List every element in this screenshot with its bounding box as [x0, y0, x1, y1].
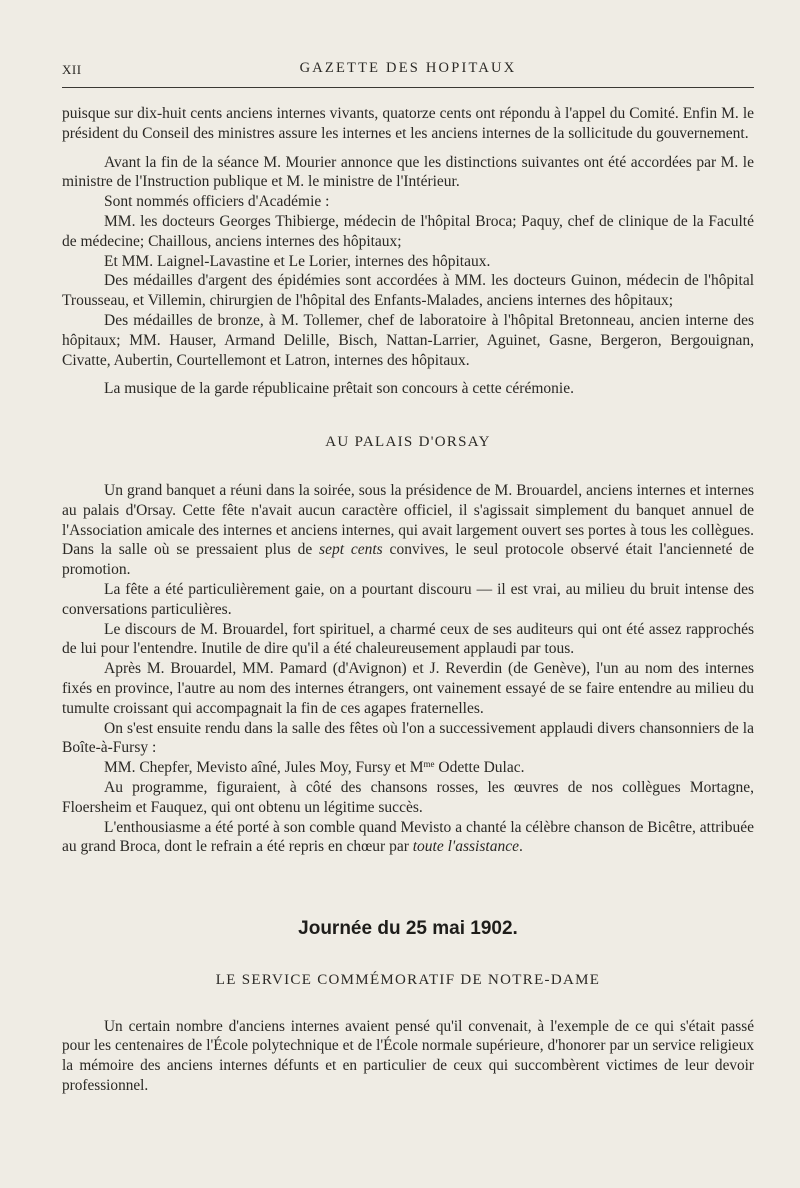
article-body: [62, 104, 754, 1096]
paragraph: Au programme, figuraient, à côté des chansons rosses, les œuvres de nos collègues Mortagne, Floersheim et Fauquez, qui ont obtenu un légitime succès.: [62, 778, 754, 816]
running-title: GAZETTE DES HOPITAUX: [299, 60, 517, 76]
text-run: convives, le seul protocole observé était l'ancienneté de promotion.: [62, 541, 754, 579]
section-heading: AU PALAIS D'ORSAY: [325, 434, 491, 451]
text-run: L'enthousiasme a été porté à son comble quand Mevisto a chanté la célèbre chanson de Bicêtre, attribuée au grand Broca, dont le refrain a été repris en chœur par: [62, 818, 754, 856]
date-heading: Journée du 25 mai 1902.: [298, 918, 518, 940]
paragraph: Le discours de M. Brouardel, fort spirituel, a charmé ceux de ses auditeurs qui ont été assez rapprochés de lui pour l'entendre. Inutile de dire qu'il a été chaleureusement applaudi par tous.: [62, 620, 754, 658]
text-run: MM. Chepfer, Mevisto aîné, Jules Moy, Fursy et M: [104, 759, 424, 777]
page-header: [62, 58, 754, 82]
italic-text: toute l'assistance: [412, 838, 519, 856]
paragraph: La fête a été particulièrement gaie, on a pourtant discouru — il est vrai, au milieu du bruit intense des conversations particulières.: [62, 580, 754, 618]
header-rule: [62, 87, 754, 88]
paragraph: Et MM. Laignel-Lavastine et Le Lorier, internes des hôpitaux.: [104, 252, 491, 270]
paragraph: Des médailles d'argent des épidémies sont accordées à MM. les docteurs Guinon, médecin de l'hôpital Trousseau, et Villemin, chirurgien de l'hôpital des Enfants-Malades, anciens internes des hôpitaux;: [62, 272, 754, 310]
paragraph: Des médailles de bronze, à M. Tollemer, chef de laboratoire à l'hôpital Bretonneau, ancien interne des hôpitaux; MM. Hauser, Armand Delille, Bisch, Nattan-Larrier, Aguinet, Gasne, Bergeron, Bergouignan, Civatte, Aubertin, Courtellemont et Latron, internes des hôpitaux.: [62, 311, 754, 369]
paragraph: Avant la fin de la séance M. Mourier annonce que les distinctions suivantes ont été accordées par M. le ministre de l'Instruction publique et M. le ministre de l'Intérieur.: [62, 153, 754, 191]
section-heading: LE SERVICE COMMÉMORATIF DE NOTRE-DAME: [215, 971, 601, 988]
text-run: Un grand banquet a réuni dans la soirée, sous la présidence de M. Brouardel, anciens internes et internes au palais d'Orsay. Cette fête n'avait aucun caractère officiel, il s'agissait simplement du banquet annuel de l'Association amicale des internes et anciens internes, qui avait largement ouvert ses portes à tous les collègues. Dans la salle où se pressaient plus de: [62, 481, 754, 559]
final-section: [62, 1017, 754, 1096]
superscript: me: [423, 759, 435, 770]
paragraph: puisque sur dix-huit cents anciens internes vivants, quatorze cents ont répondu à l'appel du Comité. Enfin M. le président du Conseil des ministres assure les internes et les anciens internes de la sollicitude du gouvernement.: [62, 105, 754, 142]
text-run: .: [518, 838, 523, 856]
paragraph: On s'est ensuite rendu dans la salle des fêtes où l'on a successivement applaudi divers chansonniers de la Boîte-à-Fursy :: [62, 719, 754, 757]
paragraph: Un certain nombre d'anciens internes avaient pensé qu'il convenait, à l'exemple de ce qui s'était passé pour les centenaires de l'École polytechnique et de l'École normale supérieure, d'honorer par un service religieux la mémoire des anciens internes défunts et en particulier de ceux qui succombèrent victimes de leur devoir professionnel.: [62, 1017, 754, 1095]
paragraph: Sont nommés officiers d'Académie :: [104, 193, 330, 211]
page-number: XII: [62, 62, 82, 77]
italic-text: sept cents: [319, 541, 383, 559]
text-run: Odette Dulac.: [434, 759, 525, 777]
paragraph: [62, 758, 754, 778]
paragraph: [62, 481, 754, 580]
paragraph: [62, 818, 754, 858]
paragraph: Après M. Brouardel, MM. Pamard (d'Avignon) et J. Reverdin (de Genève), l'un au nom des internes fixés en province, l'autre au nom des internes étrangers, ont vainement essayé de se faire entendre au milieu du tumulte croissant qui accompagnait la fin de ces agapes fraternelles.: [62, 660, 754, 717]
paragraph: La musique de la garde républicaine prêtait son concours à cette cérémonie.: [104, 380, 574, 398]
paragraph: MM. les docteurs Georges Thibierge, médecin de l'hôpital Broca; Paquy, chef de clinique de la Faculté de médecine; Chaillous, anciens internes des hôpitaux;: [62, 212, 754, 250]
